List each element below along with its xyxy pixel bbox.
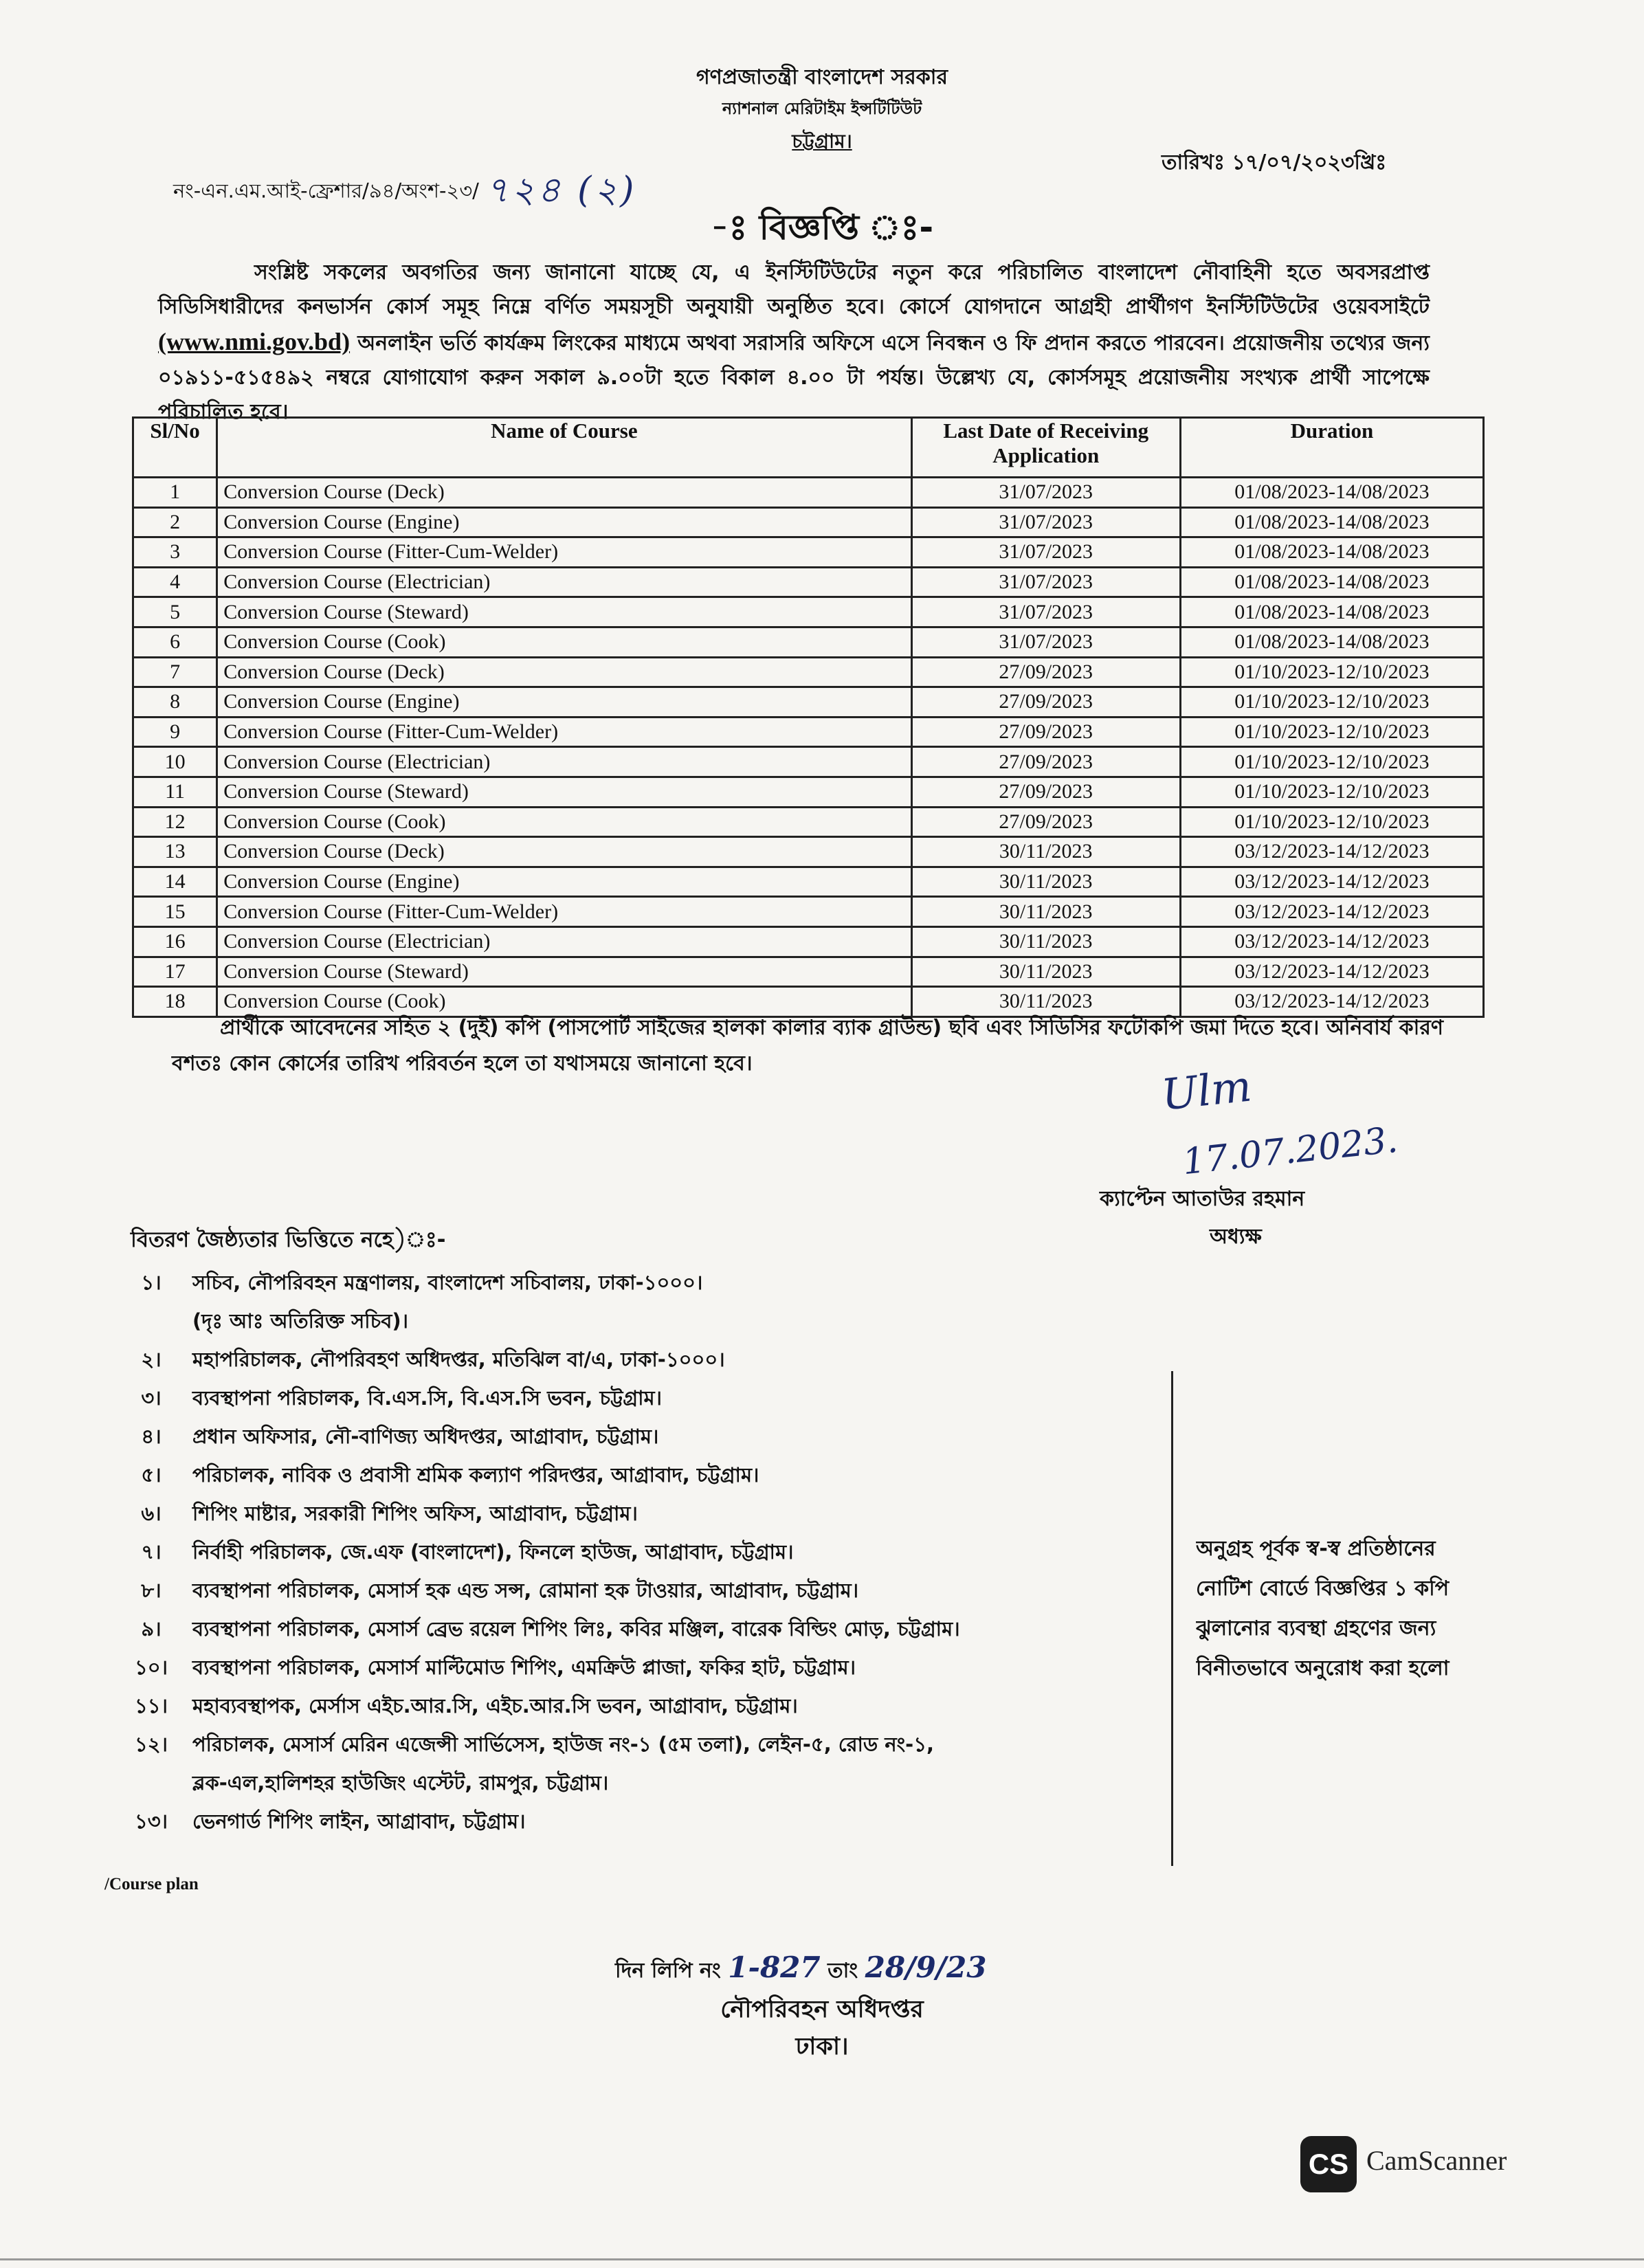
receipt-label: দিন লিপি নং: [615, 1959, 721, 1983]
distribution-item-text: সচিব, নৌপরিবহন মন্ত্রণালয়, বাংলাদেশ সচিবালয়, ঢাকা-১০০০।: [192, 1271, 703, 1294]
cell-duration: 01/10/2023-12/10/2023: [1180, 687, 1483, 718]
table-row: [133, 777, 1484, 807]
cell-duration: 03/12/2023-14/12/2023: [1180, 957, 1483, 987]
cell-duration: 01/08/2023-14/08/2023: [1180, 478, 1483, 508]
cell-sl: 9: [133, 717, 217, 747]
receipt-date: 28/9/23: [865, 1950, 987, 1984]
intro-paragraph: [158, 256, 1430, 430]
distribution-item-text: প্রধান অফিসার, নৌ-বাণিজ্য অধিদপ্তর, আগ্রাবাদ, চট্টগ্রাম।: [192, 1425, 659, 1448]
cell-last-date: 27/09/2023: [911, 717, 1180, 747]
distribution-item: [110, 1263, 1182, 1302]
distribution-item-number: ৩।: [141, 1386, 162, 1410]
table-row: [133, 926, 1484, 957]
cell-sl: 13: [133, 837, 217, 867]
receipt-number: 1-827: [728, 1950, 821, 1984]
receipt-department: নৌপরিবহন অধিদপ্তর: [720, 1996, 924, 2023]
distribution-item-text: মহাব্যবস্থাপক, মের্সাস এইচ.আর.সি, এইচ.আর.সি ভবন, আগ্রাবাদ, চট্টগ্রাম।: [192, 1694, 798, 1717]
cell-sl: 2: [133, 507, 217, 537]
distribution-item: [110, 1340, 1182, 1379]
table-row: [133, 717, 1484, 747]
side-note-line: ঝুলানোর ব্যবস্থা গ্রহণের জন্য: [1196, 1616, 1436, 1641]
cell-last-date: 31/07/2023: [911, 627, 1180, 657]
cell-sl: 14: [133, 867, 217, 897]
cell-course-name: Conversion Course (Fitter-Cum-Welder): [217, 717, 911, 747]
table-row: [133, 897, 1484, 927]
cell-last-date: 30/11/2023: [911, 867, 1180, 897]
distribution-item-text: ভেনগার্ড শিপিং লাইন, আগ্রাবাদ, চট্টগ্রাম।: [192, 1810, 526, 1833]
cell-course-name: Conversion Course (Deck): [217, 837, 911, 867]
table-row: [133, 537, 1484, 568]
cell-course-name: Conversion Course (Electrician): [217, 747, 911, 777]
signature-scrawl: Ulm: [1159, 1060, 1254, 1120]
distribution-item: [110, 1687, 1182, 1725]
distribution-item-text: পরিচালক, মেসার্স মেরিন এজেন্সী সার্ভিসেস, হাউজ নং-১ (৫ম তলা), লেইন-৫, রোড নং-১,: [192, 1733, 935, 1756]
distribution-item: [110, 1648, 1182, 1687]
side-note: [1196, 1529, 1505, 1689]
course-schedule-table: [132, 416, 1485, 1018]
cell-duration: 03/12/2023-14/12/2023: [1180, 987, 1483, 1017]
distribution-heading: বিতরণ জৈষ্ঠ্যতার ভিত্তিতে নহে)ঃ-: [131, 1227, 446, 1252]
distribution-item: [110, 1417, 1182, 1456]
distribution-item: [110, 1456, 1182, 1494]
header-duration: Duration: [1180, 418, 1483, 478]
course-plan-label: /Course plan: [104, 1875, 199, 1893]
distribution-item: [110, 1379, 1182, 1417]
side-note-line: নোটিশ বোর্ডে বিজ্ঞপ্তির ১ কপি: [1196, 1577, 1449, 1601]
table-row: [133, 478, 1484, 508]
distribution-list: [110, 1263, 1182, 1841]
camscanner-logo-icon: CS: [1300, 2136, 1357, 2192]
distribution-item: [110, 1610, 1182, 1648]
cell-duration: 01/08/2023-14/08/2023: [1180, 597, 1483, 627]
intro-text-a: সংশ্লিষ্ট সকলের অবগতির জন্য জানানো যাচ্ছে যে, এ ইনস্টিটিউটের নতুন করে পরিচালিত বাংলাদেশ নৌবাহিনী হতে অবসরপ্রাপ্ত সিডিসিধারীদের কনভার্সন কোর্স সমূহ নিম্নে বর্ণিত সময়সূচী অনুযায়ী অনুষ্ঠিত হবে। কোর্সে যোগদানে আগ্রহী প্রার্থীগণ ইনস্টিটিউটের ওয়েবসাইটে: [158, 260, 1430, 319]
cell-sl: 16: [133, 926, 217, 957]
cell-duration: 01/10/2023-12/10/2023: [1180, 747, 1483, 777]
signature-date: 17.07.2023.: [1180, 1119, 1400, 1183]
table-body: [133, 478, 1484, 1017]
distribution-item: [110, 1494, 1182, 1533]
institute-name: ন্যাশনাল মেরিটাইম ইন্সটিটিউট: [722, 99, 922, 118]
cell-last-date: 27/09/2023: [911, 687, 1180, 718]
receipt-date-label: তাং: [827, 1959, 858, 1983]
receipt-line: [615, 1950, 986, 1989]
distribution-item-number: [110, 1302, 192, 1340]
website-link[interactable]: (www.nmi.gov.bd): [158, 328, 351, 355]
distribution-item-text: ব্যবস্থাপনা পরিচালক, মেসার্স ব্রেভ রয়েল শিপিং লিঃ, কবির মঞ্জিল, বারেক বিল্ডিং মোড়, চট্টগ্রাম।: [192, 1617, 960, 1641]
intro-text-b: অনলাইন ভর্তি কার্যক্রম লিংকের মাধ্যমে অথবা সরাসরি অফিসে এসে নিবন্ধন ও ফি প্রদান করতে পারবেন। প্রয়োজনীয় তথ্যের জন্য ০১৯১১-৫১৫৪৯২ নম্বরে যোগাযোগ করুন সকাল ৯.০০টা হতে বিকাল ৪.০০ টা পর্যন্ত। উল্লেখ্য যে, কোর্সসমূহ প্রয়োজনীয় সংখ্যক প্রার্থী সাপেক্ষে পরিচালিত হবে।: [158, 331, 1430, 424]
distribution-item-number: ৬।: [141, 1502, 162, 1525]
cell-course-name: Conversion Course (Steward): [217, 777, 911, 807]
distribution-item: [110, 1571, 1182, 1610]
cell-last-date: 30/11/2023: [911, 926, 1180, 957]
table-row: [133, 507, 1484, 537]
table-row: [133, 687, 1484, 718]
cell-sl: 1: [133, 478, 217, 508]
cell-duration: 03/12/2023-14/12/2023: [1180, 837, 1483, 867]
receipt-city: ঢাকা।: [795, 2033, 849, 2060]
cell-course-name: Conversion Course (Engine): [217, 507, 911, 537]
cell-duration: 03/12/2023-14/12/2023: [1180, 897, 1483, 927]
memo-date: তারিখঃ ১৭/০৭/২০২৩খ্রিঃ: [1162, 151, 1387, 175]
cell-course-name: Conversion Course (Cook): [217, 807, 911, 837]
signatory-title: অধ্যক্ষ: [1210, 1225, 1262, 1249]
notice-title: -ঃ বিজ্ঞপ্তি ঃ-: [710, 208, 934, 247]
cell-course-name: Conversion Course (Electrician): [217, 567, 911, 597]
cell-sl: 3: [133, 537, 217, 568]
distribution-item-text: ব্যবস্থাপনা পরিচালক, মেসার্স হক এন্ড সন্স, রোমানা হক টাওয়ার, আগ্রাবাদ, চট্টগ্রাম।: [192, 1579, 859, 1602]
distribution-item-number: ১।: [141, 1271, 162, 1294]
cell-duration: 01/08/2023-14/08/2023: [1180, 507, 1483, 537]
cell-sl: 18: [133, 987, 217, 1017]
distribution-item: [110, 1533, 1182, 1571]
cell-duration: 01/10/2023-12/10/2023: [1180, 717, 1483, 747]
cell-sl: 15: [133, 897, 217, 927]
cell-course-name: Conversion Course (Electrician): [217, 926, 911, 957]
cell-duration: 01/10/2023-12/10/2023: [1180, 807, 1483, 837]
cell-last-date: 27/09/2023: [911, 657, 1180, 687]
distribution-item-text: নির্বাহী পরিচালক, জে.এফ (বাংলাদেশ), ফিনলে হাউজ, আগ্রাবাদ, চট্টগ্রাম।: [192, 1540, 794, 1564]
cell-last-date: 31/07/2023: [911, 567, 1180, 597]
cell-course-name: Conversion Course (Cook): [217, 987, 911, 1017]
cell-course-name: Conversion Course (Fitter-Cum-Welder): [217, 897, 911, 927]
cell-sl: 8: [133, 687, 217, 718]
cell-course-name: Conversion Course (Cook): [217, 627, 911, 657]
cell-sl: 5: [133, 597, 217, 627]
cell-last-date: 31/07/2023: [911, 537, 1180, 568]
distribution-item-text: ব্যবস্থাপনা পরিচালক, বি.এস.সি, বি.এস.সি ভবন, চট্টগ্রাম।: [192, 1386, 663, 1410]
side-note-line: অনুগ্রহ পূর্বক স্ব-স্ব প্রতিষ্ঠানের: [1196, 1537, 1436, 1561]
distribution-item: [110, 1302, 1182, 1340]
cell-course-name: Conversion Course (Fitter-Cum-Welder): [217, 537, 911, 568]
cell-course-name: Conversion Course (Engine): [217, 687, 911, 718]
distribution-item: [110, 1725, 1182, 1764]
memo-handwritten-no: ৭২৪ (২): [485, 170, 637, 211]
cell-last-date: 27/09/2023: [911, 777, 1180, 807]
distribution-item-number: ৪।: [141, 1425, 162, 1448]
cell-sl: 17: [133, 957, 217, 987]
header-sl: Sl/No: [133, 418, 217, 478]
cell-duration: 03/12/2023-14/12/2023: [1180, 926, 1483, 957]
distribution-item-number: [110, 1764, 192, 1802]
side-note-line: বিনীতভাবে অনুরোধ করা হলো: [1196, 1656, 1449, 1680]
cell-last-date: 31/07/2023: [911, 478, 1180, 508]
cell-sl: 4: [133, 567, 217, 597]
camscanner-watermark: CamScanner: [1366, 2145, 1507, 2176]
cell-course-name: Conversion Course (Deck): [217, 657, 911, 687]
table-row: [133, 567, 1484, 597]
table-row: [133, 957, 1484, 987]
cell-duration: 01/10/2023-12/10/2023: [1180, 777, 1483, 807]
table-header-row: [133, 418, 1484, 478]
table-row: [133, 837, 1484, 867]
distribution-item-text: শিপিং মাষ্টার, সরকারী শিপিং অফিস, আগ্রাবাদ, চট্টগ্রাম।: [192, 1502, 638, 1525]
distribution-item: [110, 1802, 1182, 1841]
cell-last-date: 30/11/2023: [911, 897, 1180, 927]
table-row: [133, 867, 1484, 897]
distribution-item-number: ১০।: [134, 1656, 168, 1679]
city-header: চট্টগ্রাম।: [792, 130, 852, 153]
cell-last-date: 31/07/2023: [911, 507, 1180, 537]
distribution-item: [110, 1764, 1182, 1802]
distribution-item-number: ১৩।: [134, 1810, 168, 1833]
cell-last-date: 30/11/2023: [911, 957, 1180, 987]
distribution-item-text: ব্যবস্থাপনা পরিচালক, মেসার্স মাল্টিমোড শিপিং, এমক্রিউ প্লাজা, ফকির হাট, চট্টগ্রাম।: [192, 1656, 856, 1679]
cell-sl: 12: [133, 807, 217, 837]
cell-course-name: Conversion Course (Steward): [217, 597, 911, 627]
cell-last-date: 30/11/2023: [911, 837, 1180, 867]
gov-title: গণপ্রজাতন্ত্রী বাংলাদেশ সরকার: [696, 65, 948, 89]
cell-duration: 01/10/2023-12/10/2023: [1180, 657, 1483, 687]
distribution-item-text: মহাপরিচালক, নৌপরিবহণ অধিদপ্তর, মতিঝিল বা/এ, ঢাকা-১০০০।: [192, 1348, 725, 1371]
distribution-item-number: ৯।: [141, 1617, 162, 1641]
cell-sl: 10: [133, 747, 217, 777]
cell-duration: 01/08/2023-14/08/2023: [1180, 537, 1483, 568]
distribution-item-number: ৭।: [141, 1540, 162, 1564]
cell-course-name: Conversion Course (Steward): [217, 957, 911, 987]
cell-duration: 01/08/2023-14/08/2023: [1180, 627, 1483, 657]
divider-line: [1171, 1371, 1173, 1866]
cell-last-date: 27/09/2023: [911, 807, 1180, 837]
distribution-item-number: ৫।: [141, 1463, 162, 1487]
application-note: প্রার্থীকে আবেদনের সহিত ২ (দুই) কপি (পাসপোর্ট সাইজের হালকা কালার ব্যাক গ্রাউন্ড) ছবি এবং সিডিসির ফটোকপি জমা দিতে হবে। অনিবার্য কারণ বশতঃ কোন কোর্সের তারিখ পরিবর্তন হলে তা যথাসময়ে জানানো হবে।: [172, 1016, 1443, 1076]
distribution-item-text: (দৃঃ আঃ অতিরিক্ত সচিব)।: [192, 1309, 408, 1333]
table-row: [133, 747, 1484, 777]
distribution-item-text: পরিচালক, নাবিক ও প্রবাসী শ্রমিক কল্যাণ পরিদপ্তর, আগ্রাবাদ, চট্টগ্রাম।: [192, 1463, 759, 1487]
distribution-item-number: ১১।: [134, 1694, 168, 1717]
distribution-item-number: ২।: [141, 1348, 162, 1371]
header-last-date: Last Date of Receiving Application: [911, 418, 1180, 478]
distribution-item-number: ১২।: [134, 1733, 168, 1756]
cell-course-name: Conversion Course (Deck): [217, 478, 911, 508]
cell-duration: 01/08/2023-14/08/2023: [1180, 567, 1483, 597]
cell-sl: 7: [133, 657, 217, 687]
cell-sl: 11: [133, 777, 217, 807]
table-row: [133, 627, 1484, 657]
memo-ref: নং-এন.এম.আই-ফ্রেশার/৯৪/অংশ-২৩/: [173, 179, 479, 203]
cell-duration: 03/12/2023-14/12/2023: [1180, 867, 1483, 897]
header-name: Name of Course: [217, 418, 911, 478]
distribution-item-number: ৮।: [141, 1579, 162, 1602]
cell-last-date: 30/11/2023: [911, 987, 1180, 1017]
signatory-name: ক্যাপ্টেন আতাউর রহমান: [1100, 1187, 1305, 1211]
table-row: [133, 807, 1484, 837]
table-row: [133, 597, 1484, 627]
distribution-item-text: ব্লক-এল,হালিশহর হাউজিং এস্টেট, রামপুর, চট্টগ্রাম।: [192, 1771, 609, 1794]
table-row: [133, 657, 1484, 687]
cell-last-date: 31/07/2023: [911, 597, 1180, 627]
cell-last-date: 27/09/2023: [911, 747, 1180, 777]
cell-sl: 6: [133, 627, 217, 657]
cell-course-name: Conversion Course (Engine): [217, 867, 911, 897]
page-edge-line: [0, 2258, 1644, 2260]
